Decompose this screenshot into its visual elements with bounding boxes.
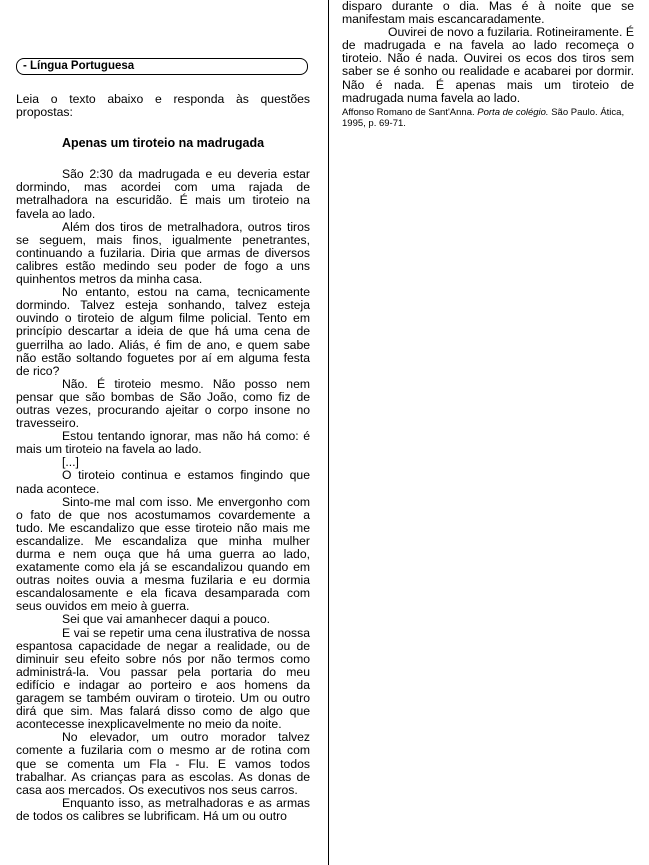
subject-header: - Língua Portuguesa <box>16 58 308 75</box>
paragraph: E vai se repetir uma cena ilustrativa de nossa espantosa capacidade de negar a realidade, ou de diminuir seu efeito sobre nós por não termos como administrá-la. Vou passar pela portaria do meu edifício e indagar ao porteiro e aos homens da garagem se também ouviram o tiroteio. Um ou outro dirá que sim. Mas falará disso como de algo que acontecesse inexplicavelmente no meio da noite. <box>16 625 310 732</box>
left-column <box>16 58 310 823</box>
paragraph: Não. É tiroteio mesmo. Não posso nem pensar que são bombas de São João, como fiz de outras vezes, procurando ajeitar o corpo insone no travesseiro. <box>16 376 310 431</box>
paragraph-continuation: disparo durante o dia. Mas é à noite que se manifestam mais escancaradamente. <box>342 0 634 27</box>
source-citation <box>342 107 634 129</box>
paragraph: Enquanto isso, as metralhadoras e as armas de todos os calibres se lubrificam. Há um ou outro <box>16 795 310 823</box>
text-title: Apenas um tiroteio na madrugada <box>61 136 265 151</box>
paragraph: Estou tentando ignorar, mas não há como: é mais um tiroteio na favela ao lado. <box>16 429 310 457</box>
paragraph: No elevador, um outro morador talvez comente a fuzilaria com o mesmo ar de rotina com que se comenta um Fla - Flu. E vamos todos trabalhar. As crianças para as escolas. As donas de casa aos mercados. Os executivos nos seus carros. <box>16 730 310 797</box>
instructions: Leia o texto abaixo e responda às questões propostas: <box>16 92 310 120</box>
source-author: Affonso Romano de Sant'Anna. <box>342 106 475 118</box>
paragraph: Sei que vai amanhecer daqui a pouco. <box>62 612 271 627</box>
omission-mark: [...] <box>62 455 79 470</box>
paragraph: Além dos tiros de metralhadora, outros tiros se seguem, mais finos, igualmente penetrantes, continuando a fuzilaria. Diria que armas de diversos calibres estão medindo seu poder de fogo a uns quinhentos metros da minha casa. <box>16 219 310 287</box>
paragraph: Ouvirei de novo a fuzilaria. Rotineiramente. É de madrugada e na favela ao lado recomeça o tiroteio. Não é nada. Ouvirei os ecos dos tiros sem saber se é sonho ou realidade e acabarei por dormir. Não é nada. É apenas mais um tiroteio de madrugada numa favela ao lado. <box>342 25 634 105</box>
paragraph: Sinto-me mal com isso. Me envergonho com o fato de que nos acostumamos covardemente a tudo. Me escandalizo que esse tiroteio não mais me escandalize. Me escandaliza que minha mulher durma e nem ouça que há uma guerra ao lado, exatamente como ela já se escandalizou quando em outras noites ouvia a mesma fuzilaria e eu dormia escandalosamente e ela ficava desamparada com seus ouvidos em meio à guerra. <box>16 494 310 614</box>
column-divider <box>328 0 329 865</box>
source-work: Porta de colégio. <box>477 106 549 118</box>
right-column <box>342 0 634 129</box>
source-publisher: São Paulo. Ática, 1995, p. 69-71. <box>342 106 625 129</box>
paragraph: São 2:30 da madrugada e eu deveria estar dormindo, mas acordei com uma rajada de metralhadora na escuridão. É mais um tiroteio na favela ao lado. <box>16 167 310 221</box>
paragraph: O tiroteio continua e estamos fingindo que nada acontece. <box>16 468 310 496</box>
paragraph: No entanto, estou na cama, tecnicamente dormindo. Talvez esteja sonhando, talvez esteja ouvindo o tiroteio de algum filme policial. Tento em princípio descartar a ideia de que há uma cena de guerrilha ao lado. Aliás, é fim de ano, e quem sabe não estão soltando foguetes por aí em alguma festa de rico? <box>16 285 310 378</box>
